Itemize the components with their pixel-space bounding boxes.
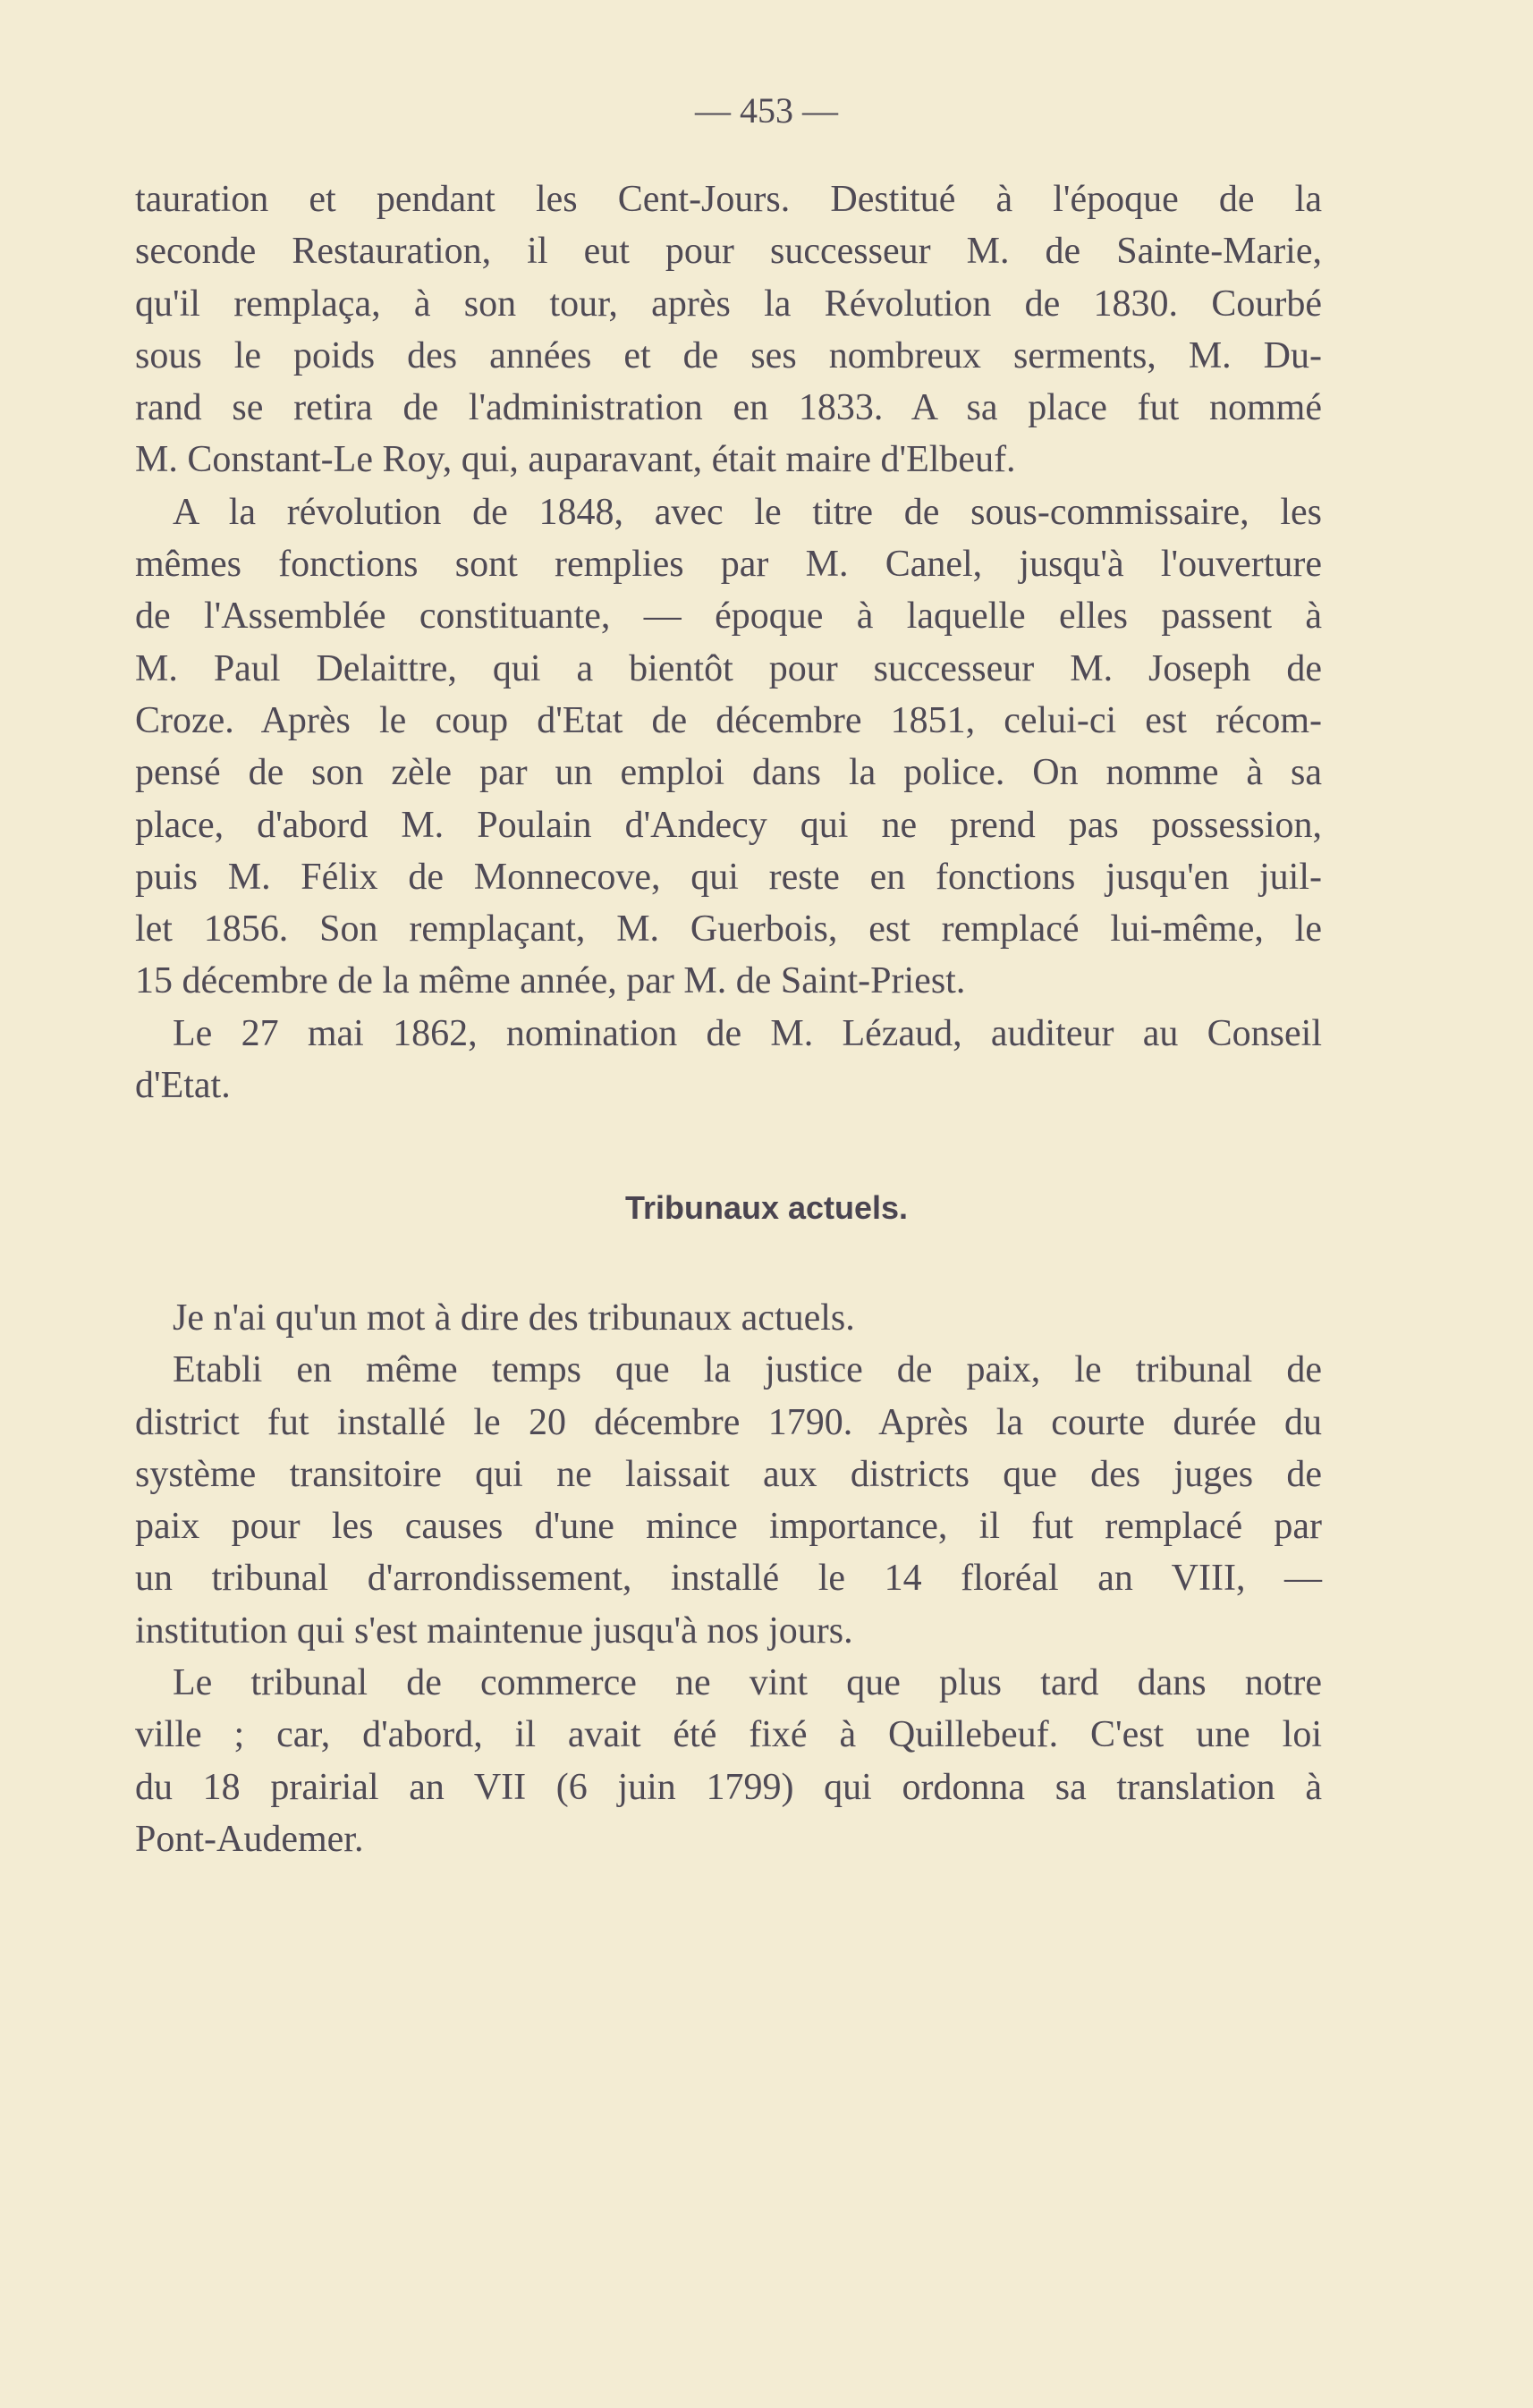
text-line: de l'Assemblée constituante, — époque à laquelle elles passent à	[135, 596, 1322, 638]
page-number: — 453 —	[695, 90, 838, 131]
text-line: Pont-Audemer.	[135, 1818, 364, 1860]
text-line: A la révolution de 1848, avec le titre de sous-commissaire, les	[173, 491, 1322, 533]
text-line: Le 27 mai 1862, nomination de M. Lézaud, auditeur au Conseil	[173, 1012, 1322, 1054]
text-line: sous le poids des années et de ses nombreux serments, M. Du-	[135, 334, 1322, 376]
text-line: pensé de son zèle par un emploi dans la police. On nomme à sa	[135, 752, 1322, 794]
text-line: un tribunal d'arrondissement, installé le 14 floréal an VIII, —	[135, 1558, 1322, 1600]
text-line: district fut installé le 20 décembre 1790. Après la courte durée du	[135, 1401, 1322, 1443]
text-line: Croze. Après le coup d'Etat de décembre 1851, celui-ci est récom-	[135, 699, 1322, 741]
text-line: Le tribunal de commerce ne vint que plus tard dans notre	[173, 1662, 1322, 1704]
text-line: paix pour les causes d'une mince importance, il fut remplacé par	[135, 1506, 1322, 1548]
text-line: 15 décembre de la même année, par M. de Saint-Priest.	[135, 960, 966, 1002]
text-line: qu'il remplaça, à son tour, après la Révolution de 1830. Courbé	[135, 283, 1322, 325]
text-line: ville ; car, d'abord, il avait été fixé à Quillebeuf. C'est une loi	[135, 1714, 1322, 1756]
text-line: place, d'abord M. Poulain d'Andecy qui ne prend pas possession,	[135, 804, 1322, 846]
text-line: Je n'ai qu'un mot à dire des tribunaux actuels.	[173, 1297, 855, 1339]
section-two-text	[135, 1292, 1322, 1865]
text-line: institution qui s'est maintenue jusqu'à nos jours.	[135, 1610, 853, 1652]
text-line: seconde Restauration, il eut pour successeur M. de Sainte-Marie,	[135, 231, 1322, 273]
text-line: d'Etat.	[135, 1065, 231, 1107]
text-line: rand se retira de l'administration en 1833. A sa place fut nommé	[135, 387, 1322, 429]
text-line: mêmes fonctions sont remplies par M. Canel, jusqu'à l'ouverture	[135, 544, 1322, 586]
text-line: du 18 prairial an VII (6 juin 1799) qui ordonna sa translation à	[135, 1766, 1322, 1808]
text-line: let 1856. Son remplaçant, M. Guerbois, est remplacé lui-même, le	[135, 908, 1322, 951]
text-line: puis M. Félix de Monnecove, qui reste en fonctions jusqu'en juil-	[135, 856, 1322, 898]
section-one-text	[135, 173, 1322, 1111]
text-line: M. Constant-Le Roy, qui, auparavant, était maire d'Elbeuf.	[135, 439, 1016, 481]
text-line: tauration et pendant les Cent-Jours. Destitué à l'époque de la	[135, 179, 1322, 220]
text-line: système transitoire qui ne laissait aux districts que des juges de	[135, 1453, 1322, 1495]
text-line: M. Paul Delaittre, qui a bientôt pour successeur M. Joseph de	[135, 647, 1322, 689]
section-heading: Tribunaux actuels.	[624, 1189, 909, 1226]
text-line: Etabli en même temps que la justice de paix, le tribunal de	[173, 1349, 1322, 1391]
